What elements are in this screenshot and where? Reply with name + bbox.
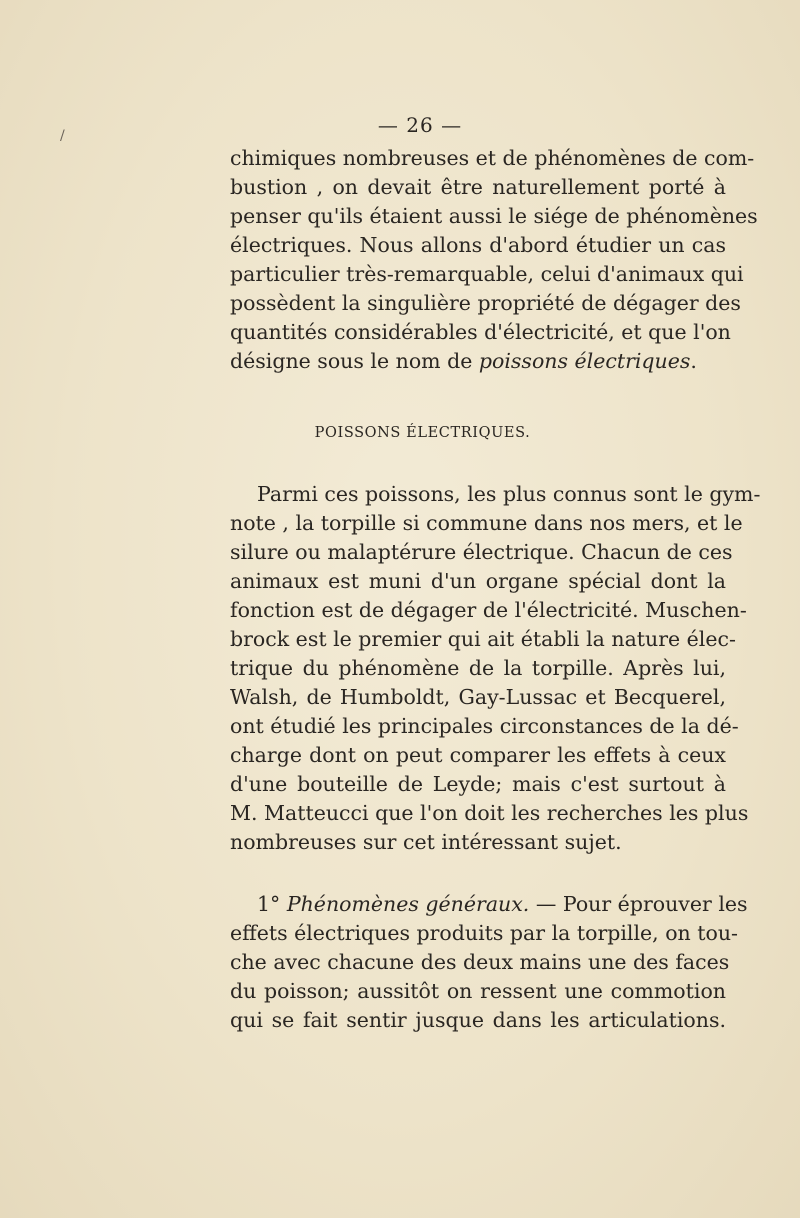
text-line: électriques. Nous allons d'abord étudier un cas [230, 233, 726, 257]
text-line: animaux est muni d'un organe spécial dont la [230, 569, 726, 593]
text-line: note , la torpille si commune dans nos mers, et le [230, 511, 743, 535]
text-line: particulier très-remarquable, celui d'animaux qui [230, 262, 744, 286]
text-line: du poisson; aussitôt on ressent une commotion [230, 979, 726, 1003]
italic-term: poissons électriques [478, 349, 691, 373]
text-line: silure ou malaptérure électrique. Chacun de ces [230, 540, 733, 564]
page-number: — 26 — [377, 113, 463, 137]
text-line: penser qu'ils étaient aussi le siége de phénomènes [230, 204, 758, 228]
text-fragment: . [690, 349, 697, 373]
italic-term: Phénomènes généraux. [286, 892, 530, 916]
text-line: qui se fait sentir jusque dans les articulations. [230, 1008, 726, 1032]
margin-mark: / [60, 128, 65, 144]
text-line: brock est le premier qui ait établi la nature élec- [230, 627, 736, 651]
text-fragment: — Pour éprouver les [529, 892, 748, 916]
text-line: effets électriques produits par la torpille, on tou- [230, 921, 738, 945]
text-line: quantités considérables d'électricité, et que l'on [230, 320, 731, 344]
text-line: M. Matteucci que l'on doit les recherches les plus [230, 801, 749, 825]
text-line: Parmi ces poissons, les plus connus sont le gym- [257, 482, 761, 506]
text-line: bustion , on devait être naturellement porté à [230, 175, 726, 199]
text-line: charge dont on peut comparer les effets à ceux [230, 743, 726, 767]
text-fragment: 1° [257, 892, 287, 916]
section-heading: POISSONS ÉLECTRIQUES. [314, 425, 531, 441]
text-line: trique du phénomène de la torpille. Après lui, [230, 656, 726, 680]
text-line [230, 347, 726, 375]
text-line: nombreuses sur cet intéressant sujet. [230, 830, 622, 854]
text-line: ont étudié les principales circonstances de la dé- [230, 714, 739, 738]
text-line: possèdent la singulière propriété de dégager des [230, 291, 741, 315]
text-line: fonction est de dégager de l'électricité. Muschen- [230, 598, 747, 622]
text-line [257, 890, 748, 918]
text-line: d'une bouteille de Leyde; mais c'est surtout à [230, 772, 726, 796]
text-line: chimiques nombreuses et de phénomènes de com- [230, 146, 755, 170]
text-line: che avec chacune des deux mains une des faces [230, 950, 730, 974]
text-line: Walsh, de Humboldt, Gay-Lussac et Becquerel, [230, 685, 726, 709]
text-fragment: désigne sous le nom de [230, 349, 479, 373]
